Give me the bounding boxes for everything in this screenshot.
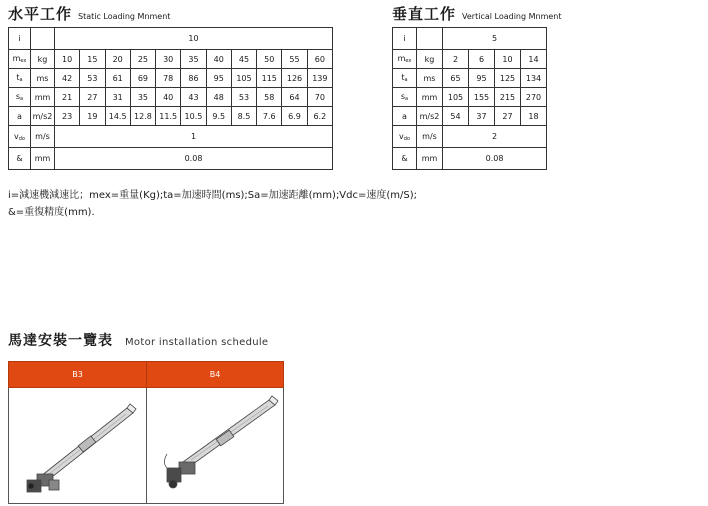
row-label-text: i: [18, 34, 21, 43]
row-label-subscript: a: [19, 77, 23, 83]
value-cell: 35: [181, 50, 206, 69]
value-cell: 35: [130, 88, 155, 107]
value-cell: 2: [443, 126, 547, 148]
table-row-mex: [393, 50, 547, 69]
value-cell: 53: [80, 69, 105, 88]
static-title-en: Static Loading Mnment: [78, 12, 171, 21]
unit-cell: m/s: [31, 126, 55, 148]
row-label-sa: [393, 88, 417, 107]
motor-image-cell-b3: [8, 388, 147, 504]
row-label-vdo: [393, 126, 417, 148]
value-cell: 70: [307, 88, 332, 107]
vertical-loading-table: [392, 27, 547, 170]
motor-column-b3: B3: [8, 361, 147, 388]
value-cell: 134: [521, 69, 547, 88]
value-cell: 10.5: [181, 107, 206, 126]
row-label-a: [9, 107, 31, 126]
value-cell: 55: [282, 50, 307, 69]
value-cell: 115: [257, 69, 282, 88]
motor-title-en: Motor installation schedule: [125, 337, 269, 348]
value-cell: 58: [257, 88, 282, 107]
value-cell: 69: [130, 69, 155, 88]
value-cell: 11.5: [156, 107, 181, 126]
value-cell: 21: [55, 88, 80, 107]
table-row-i: [393, 28, 547, 50]
row-label-subscript: ex: [405, 58, 412, 64]
value-cell: 61: [105, 69, 130, 88]
value-cell: 53: [231, 88, 256, 107]
actuator-b3-image: [9, 388, 146, 502]
unit-cell: ms: [417, 69, 443, 88]
value-cell: 8.5: [231, 107, 256, 126]
unit-cell: [31, 28, 55, 50]
unit-cell: m/s: [417, 126, 443, 148]
table-row-amp: [9, 148, 333, 170]
value-cell: 40: [206, 50, 231, 69]
row-label-text: a: [17, 111, 22, 121]
value-cell: 64: [282, 88, 307, 107]
value-cell: 78: [156, 69, 181, 88]
table-row-ta: [9, 69, 333, 88]
legend-note-line2: &=重復精度(mm).: [8, 207, 95, 218]
actuator-b4-image: [147, 388, 283, 502]
value-cell: 139: [307, 69, 332, 88]
ratio-value: 10: [55, 28, 333, 50]
value-cell: 40: [156, 88, 181, 107]
row-label-text: &: [401, 154, 408, 163]
unit-cell: kg: [31, 50, 55, 69]
row-label-subscript: ex: [20, 58, 27, 64]
value-cell: 27: [495, 107, 521, 126]
value-cell: 27: [80, 88, 105, 107]
value-cell: 95: [206, 69, 231, 88]
unit-cell: m/s2: [417, 107, 443, 126]
unit-cell: kg: [417, 50, 443, 69]
value-cell: 54: [443, 107, 469, 126]
value-cell: 23: [55, 107, 80, 126]
unit-cell: ms: [31, 69, 55, 88]
value-cell: 6.9: [282, 107, 307, 126]
vertical-title: [392, 3, 562, 24]
value-cell: 48: [206, 88, 231, 107]
motor-title-zh: 馬達安裝一覽表: [8, 333, 113, 349]
value-cell: 50: [257, 50, 282, 69]
value-cell: 15: [80, 50, 105, 69]
value-cell: 10: [55, 50, 80, 69]
value-cell: 18: [521, 107, 547, 126]
row-label-text: t: [16, 73, 20, 82]
row-label-text: m: [397, 54, 406, 63]
row-label-mex: [9, 50, 31, 69]
row-label-amp: [9, 148, 31, 170]
table-row-sa: [9, 88, 333, 107]
unit-cell: mm: [31, 88, 55, 107]
value-cell: 86: [181, 69, 206, 88]
row-label-vdo: [9, 126, 31, 148]
value-cell: 6: [469, 50, 495, 69]
row-label-text: &: [16, 154, 23, 163]
table-row-ta: [393, 69, 547, 88]
row-label-subscript: do: [403, 135, 410, 142]
row-label-a: [393, 107, 417, 126]
value-cell: 2: [443, 50, 469, 69]
table-row-a: [9, 107, 333, 126]
row-label-text: v: [399, 131, 404, 141]
value-cell: 31: [105, 88, 130, 107]
row-label-subscript: do: [18, 135, 25, 142]
value-cell: 125: [495, 69, 521, 88]
value-cell: 37: [469, 107, 495, 126]
motor-column-b4: B4: [146, 361, 284, 388]
row-label-text: s: [15, 92, 21, 101]
value-cell: 0.08: [443, 148, 547, 170]
value-cell: 6.2: [307, 107, 332, 126]
value-cell: 7.6: [257, 107, 282, 126]
value-cell: 10: [495, 50, 521, 69]
unit-cell: mm: [417, 88, 443, 107]
row-label-ta: [393, 69, 417, 88]
unit-cell: mm: [31, 148, 55, 170]
table-row-mex: [9, 50, 333, 69]
value-cell: 0.08: [55, 148, 333, 170]
value-cell: 43: [181, 88, 206, 107]
value-cell: 9.5: [206, 107, 231, 126]
vertical-title-en: Vertical Loading Mnment: [462, 12, 562, 21]
row-label-i: [393, 28, 417, 50]
motor-image-cell-b4: [146, 388, 284, 504]
value-cell: 25: [130, 50, 155, 69]
value-cell: 45: [231, 50, 256, 69]
vertical-title-zh: 垂直工作: [392, 5, 457, 23]
legend-note-line1: i=減速機減速比；mex=重量(Kg);ta=加速時間(ms);Sa=加速距離(mm);Vdc=速度(m/S);: [8, 190, 418, 201]
unit-cell: mm: [417, 148, 443, 170]
table-row-a: [393, 107, 547, 126]
value-cell: 1: [55, 126, 333, 148]
value-cell: 215: [495, 88, 521, 107]
value-cell: 14.5: [105, 107, 130, 126]
unit-cell: [417, 28, 443, 50]
row-label-text: t: [401, 73, 405, 82]
table-row-vdo: [9, 126, 333, 148]
motor-schedule-title: [8, 330, 268, 350]
value-cell: 19: [80, 107, 105, 126]
row-label-text: m: [12, 54, 21, 63]
value-cell: 60: [307, 50, 332, 69]
static-title: [8, 3, 170, 24]
table-row-i: [9, 28, 333, 50]
table-row-vdo: [393, 126, 547, 148]
motor-schedule-table: [8, 361, 284, 504]
unit-cell: m/s2: [31, 107, 55, 126]
row-label-sa: [9, 88, 31, 107]
row-label-text: s: [400, 92, 406, 101]
row-label-subscript: a: [20, 96, 24, 102]
value-cell: 270: [521, 88, 547, 107]
value-cell: 155: [469, 88, 495, 107]
row-label-mex: [393, 50, 417, 69]
value-cell: 30: [156, 50, 181, 69]
static-loading-table: [8, 27, 333, 170]
value-cell: 126: [282, 69, 307, 88]
value-cell: 105: [443, 88, 469, 107]
value-cell: 12.8: [130, 107, 155, 126]
table-row-sa: [393, 88, 547, 107]
value-cell: 65: [443, 69, 469, 88]
row-label-subscript: a: [404, 77, 408, 83]
table-row-amp: [393, 148, 547, 170]
value-cell: 14: [521, 50, 547, 69]
ratio-value: 5: [443, 28, 547, 50]
row-label-ta: [9, 69, 31, 88]
value-cell: 95: [469, 69, 495, 88]
value-cell: 105: [231, 69, 256, 88]
value-cell: 20: [105, 50, 130, 69]
row-label-subscript: a: [405, 96, 409, 102]
row-label-text: i: [403, 34, 406, 43]
row-label-text: a: [402, 111, 407, 121]
value-cell: 42: [55, 69, 80, 88]
row-label-i: [9, 28, 31, 50]
row-label-amp: [393, 148, 417, 170]
static-title-zh: 水平工作: [8, 5, 73, 23]
row-label-text: v: [14, 131, 19, 141]
